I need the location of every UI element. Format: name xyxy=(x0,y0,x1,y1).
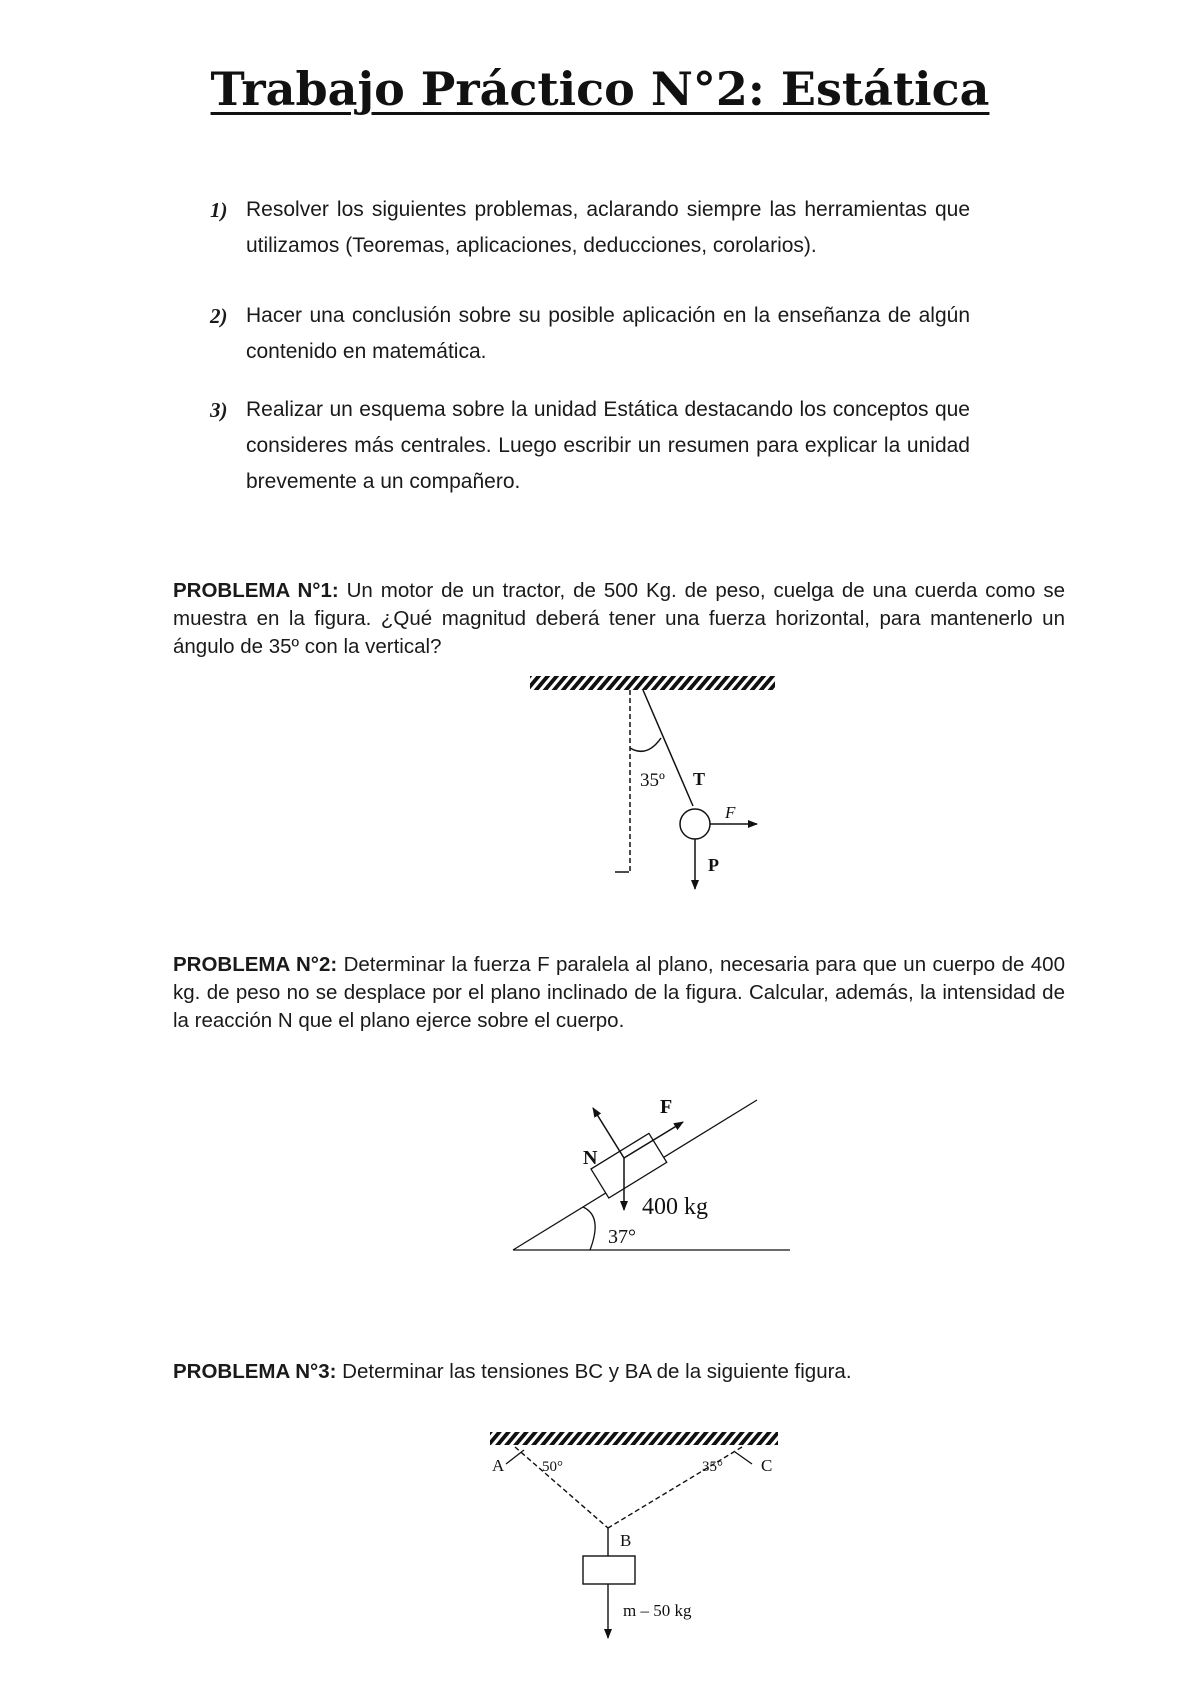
problem-text: Un motor de un tractor, de 500 Kg. de peso, cuelga de una cuerda como se muestra en la figura. ¿Qué magnitud deberá tener una fuerza horizontal, para mantenerlo un ángulo de 35º con la vertical? xyxy=(173,579,1065,658)
problem-text: Determinar la fuerza F paralela al plano, necesaria para que un cuerpo de 400 kg. de peso no se desplace por el plano inclinado de la figura. Calcular, además, la intensidad de la reacción N que el plano ejerce sobre el cuerpo. xyxy=(173,953,1065,1032)
mass-label: m – 50 kg xyxy=(623,1601,692,1620)
task-2 xyxy=(210,298,970,370)
figure-hanging-motor xyxy=(525,668,785,900)
point-b-label: B xyxy=(620,1531,632,1550)
problem-label: PROBLEMA N°1: xyxy=(173,579,339,602)
task-1 xyxy=(210,192,970,264)
figure-inclined-plane xyxy=(505,1068,795,1278)
tick-c xyxy=(735,1452,752,1464)
angle-label: 35º xyxy=(640,770,665,791)
ceiling xyxy=(530,676,775,690)
normal-n-arrow xyxy=(593,1108,624,1158)
problem-1 xyxy=(173,577,1065,661)
point-c-label: C xyxy=(761,1456,773,1475)
weight-label: 400 kg xyxy=(642,1194,708,1220)
task-text: Hacer una conclusión sobre su posible aplicación en la enseñanza de algún contenido en matemática. xyxy=(246,304,970,363)
task-number: 3) xyxy=(210,398,228,422)
force-f-label: F xyxy=(660,1096,673,1118)
problem-label: PROBLEMA N°3: xyxy=(173,1360,337,1383)
weight-p-label: P xyxy=(708,855,719,875)
tick-a xyxy=(506,1450,524,1464)
figure-two-cables xyxy=(480,1420,800,1645)
force-f-label: F xyxy=(725,803,736,822)
problem-text: Determinar las tensiones BC y BA de la siguiente figura. xyxy=(336,1360,852,1383)
point-a-label: A xyxy=(492,1456,505,1475)
page-title: Trabajo Práctico N°2: Estática xyxy=(210,62,990,116)
motor-body xyxy=(680,809,710,839)
normal-n-label: N xyxy=(583,1147,598,1169)
angle-arc xyxy=(583,1207,595,1250)
task-text: Realizar un esquema sobre la unidad Estática destacando los conceptos que consideres más centrales. Luego escribir un resumen para explicar la unidad brevemente a un compañero. xyxy=(246,398,970,493)
task-number: 1) xyxy=(210,198,228,222)
problem-3 xyxy=(173,1358,1065,1386)
problem-label: PROBLEMA N°2: xyxy=(173,953,338,976)
block xyxy=(591,1133,667,1198)
problem-2 xyxy=(173,951,1065,1035)
task-number: 2) xyxy=(210,304,228,328)
angle-arc xyxy=(630,738,661,751)
ceiling xyxy=(490,1432,778,1445)
hanging-mass xyxy=(583,1556,635,1584)
angle-label: 37° xyxy=(608,1226,636,1248)
task-3 xyxy=(210,392,970,500)
tension-label: T xyxy=(693,769,706,789)
task-text: Resolver los siguientes problemas, aclarando siempre las herramientas que utilizamos (Teoremas, aplicaciones, deducciones, corolarios). xyxy=(246,198,970,257)
angle-a-label: 50° xyxy=(542,1459,563,1475)
angle-c-label: 35° xyxy=(702,1459,723,1475)
